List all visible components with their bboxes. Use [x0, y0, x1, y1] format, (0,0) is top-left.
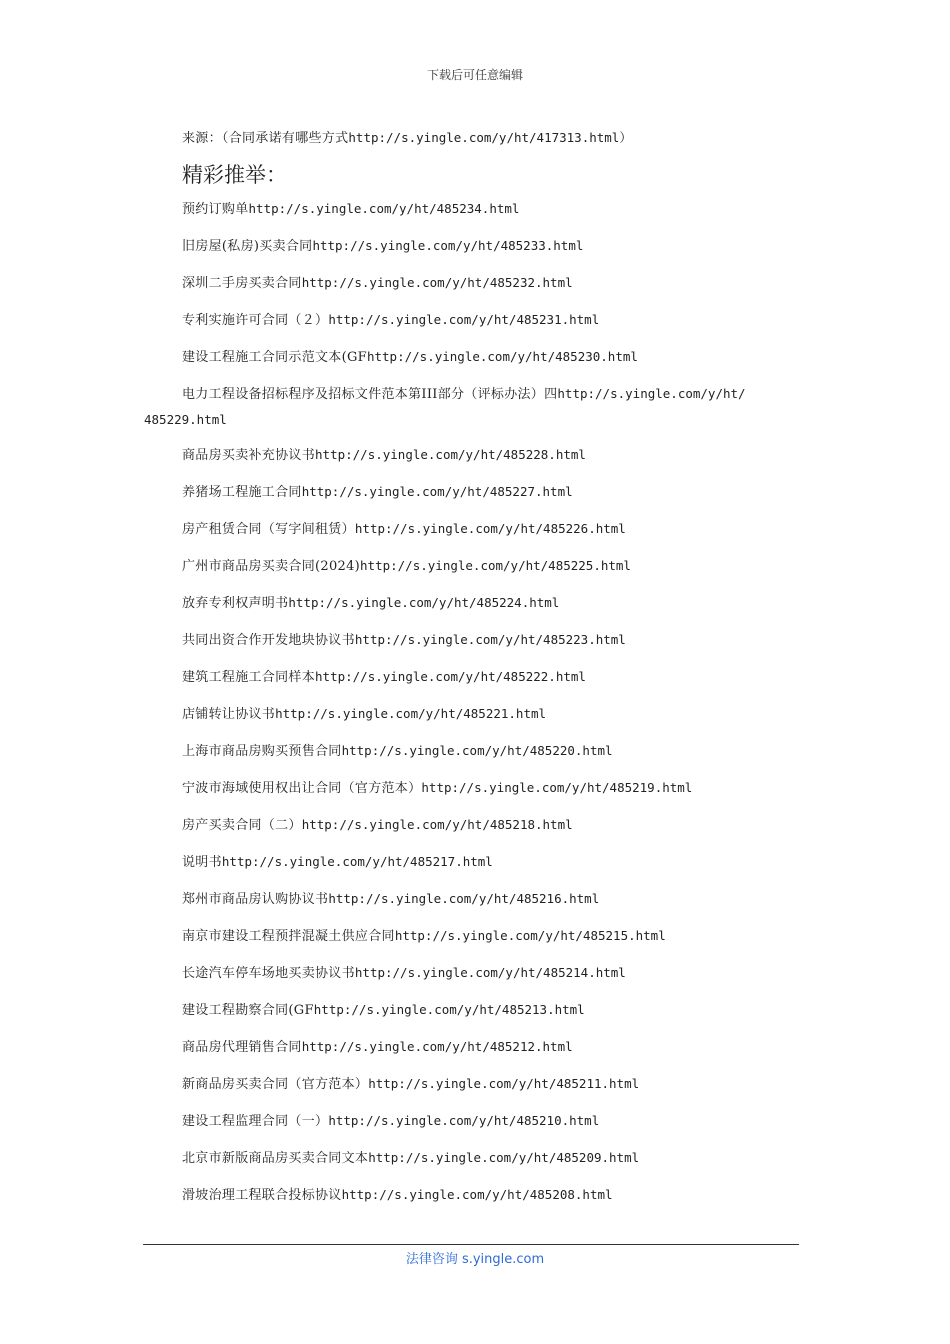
list-item	[182, 197, 790, 234]
item-title: 放弃专利权声明书	[182, 596, 289, 611]
item-link[interactable]: http://s.yingle.com/y/ht/485232.html	[301, 275, 573, 290]
item-link[interactable]: http://s.yingle.com/y/ht/485218.html	[301, 817, 573, 832]
item-title: 说明书	[182, 855, 222, 870]
item-title: 北京市新版商品房买卖合同文本	[182, 1151, 369, 1166]
item-title: 建设工程勘察合同(GF	[182, 1003, 314, 1018]
item-title: 建设工程监理合同（一）	[182, 1114, 329, 1129]
item-title: 旧房屋(私房)买卖合同	[182, 239, 313, 254]
item-link[interactable]: http://s.yingle.com/y/ht/485227.html	[301, 484, 573, 499]
item-link[interactable]: http://s.yingle.com/y/ht/485220.html	[341, 743, 613, 758]
item-link[interactable]: http://s.yingle.com/y/ht/485234.html	[248, 201, 520, 216]
item-title: 共同出资合作开发地块协议书	[182, 633, 355, 648]
item-link[interactable]: http://s.yingle.com/y/ht/485214.html	[354, 965, 626, 980]
list-item	[182, 1072, 790, 1109]
item-title: 房产租赁合同（写字间租赁）	[182, 522, 355, 537]
item-link[interactable]: http://s.yingle.com/y/ht/485209.html	[368, 1150, 640, 1165]
item-title: 预约订购单	[182, 202, 249, 217]
item-link[interactable]: http://s.yingle.com/y/ht/485216.html	[328, 891, 600, 906]
list-item	[182, 850, 790, 887]
item-link[interactable]: http://s.yingle.com/y/ht/485223.html	[354, 632, 626, 647]
list-item	[182, 234, 790, 271]
recommendation-list	[0, 197, 950, 1220]
item-title: 建筑工程施工合同样本	[182, 670, 316, 685]
item-title: 郑州市商品房认购协议书	[182, 892, 329, 907]
section-title: 精彩推举：	[182, 163, 287, 187]
item-title: 专利实施许可合同（２）	[182, 313, 329, 328]
list-item	[182, 776, 790, 813]
list-item	[182, 702, 790, 739]
item-title: 深圳二手房买卖合同	[182, 276, 302, 291]
item-link[interactable]: http://s.yingle.com/y/ht/	[557, 386, 746, 401]
item-title: 电力工程设备招标程序及招标文件范本第III部分（评标办法）四	[182, 387, 558, 402]
item-title: 广州市商品房买卖合同(2024)	[182, 559, 361, 574]
list-item	[182, 665, 790, 702]
item-link[interactable]: http://s.yingle.com/y/ht/485226.html	[354, 521, 626, 536]
list-item	[182, 1183, 790, 1220]
list-item	[182, 813, 790, 850]
item-link[interactable]: http://s.yingle.com/y/ht/485208.html	[341, 1187, 613, 1202]
document-body	[0, 126, 950, 1220]
list-item	[182, 1109, 790, 1146]
page-footer[interactable]: 法律咨询 s.yingle.com	[405, 1252, 545, 1267]
list-item	[182, 924, 790, 961]
item-title: 商品房买卖补充协议书	[182, 448, 316, 463]
item-title: 建设工程施工合同示范文本(GF	[182, 350, 367, 365]
list-item	[182, 887, 790, 924]
list-item	[182, 480, 790, 517]
item-link[interactable]: http://s.yingle.com/y/ht/485230.html	[366, 349, 638, 364]
source-link[interactable]: http://s.yingle.com/y/ht/417313.html）	[348, 130, 632, 145]
item-title: 房产买卖合同（二）	[182, 818, 302, 833]
item-link[interactable]: http://s.yingle.com/y/ht/485217.html	[221, 854, 493, 869]
item-title: 南京市建设工程预拌混凝土供应合同	[182, 929, 395, 944]
item-title: 上海市商品房购买预售合同	[182, 744, 342, 759]
page-header: 下载后可任意编辑	[426, 68, 523, 82]
item-link[interactable]: http://s.yingle.com/y/ht/485222.html	[315, 669, 586, 684]
item-title: 滑坡治理工程联合投标协议	[182, 1188, 342, 1203]
item-title: 商品房代理销售合同	[182, 1040, 302, 1055]
list-item	[182, 1035, 790, 1072]
item-title: 宁波市海域使用权出让合同（官方范本）	[182, 781, 422, 796]
item-link[interactable]: http://s.yingle.com/y/ht/485231.html	[328, 312, 600, 327]
item-link[interactable]: http://s.yingle.com/y/ht/485225.html	[360, 558, 631, 573]
list-item	[182, 961, 790, 998]
footer-divider	[143, 1244, 799, 1245]
item-link[interactable]: http://s.yingle.com/y/ht/485221.html	[275, 706, 547, 721]
list-item	[182, 591, 790, 628]
list-item	[182, 739, 790, 776]
list-item	[182, 443, 790, 480]
list-item	[182, 998, 790, 1035]
source-label: 来源：（合同承诺有哪些方式	[182, 131, 349, 146]
item-title: 长途汽车停车场地买卖协议书	[182, 966, 355, 981]
item-title: 新商品房买卖合同（官方范本）	[182, 1077, 369, 1092]
list-item	[182, 517, 790, 554]
list-item	[182, 345, 790, 382]
item-link[interactable]: http://s.yingle.com/y/ht/485224.html	[288, 595, 560, 610]
item-link[interactable]: http://s.yingle.com/y/ht/485211.html	[368, 1076, 640, 1091]
item-link[interactable]: http://s.yingle.com/y/ht/485210.html	[328, 1113, 600, 1128]
list-item	[144, 382, 790, 443]
list-item	[182, 554, 790, 591]
item-title: 养猪场工程施工合同	[182, 485, 302, 500]
list-item	[182, 308, 790, 345]
item-link[interactable]: http://s.yingle.com/y/ht/485215.html	[394, 928, 666, 943]
item-link[interactable]: http://s.yingle.com/y/ht/485219.html	[421, 780, 693, 795]
list-item	[182, 1146, 790, 1183]
item-link[interactable]: http://s.yingle.com/y/ht/485212.html	[301, 1039, 573, 1054]
item-link[interactable]: http://s.yingle.com/y/ht/485228.html	[315, 447, 586, 462]
item-title: 店铺转让协议书	[182, 707, 276, 722]
source-line	[182, 126, 790, 163]
item-link-continuation[interactable]: 485229.html	[144, 412, 227, 427]
item-link[interactable]: http://s.yingle.com/y/ht/485233.html	[312, 238, 584, 253]
list-item	[182, 271, 790, 308]
list-item	[182, 628, 790, 665]
item-link[interactable]: http://s.yingle.com/y/ht/485213.html	[313, 1002, 585, 1017]
